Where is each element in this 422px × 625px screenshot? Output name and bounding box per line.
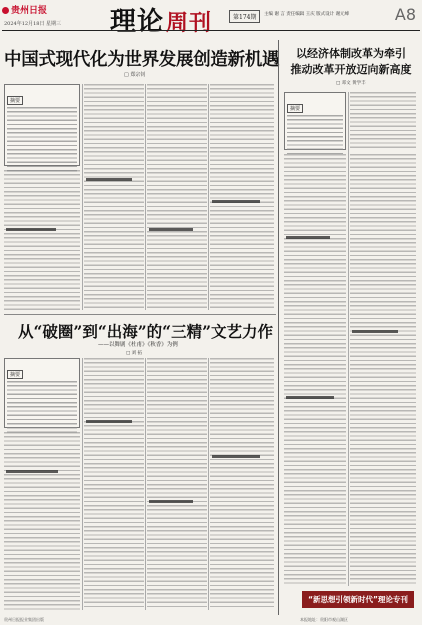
right-subhead-1 [286,236,330,239]
brand-main: 理论 [110,7,165,37]
theory-banner: “新思想引领新时代”理论专刊 [302,591,414,608]
section-divider [4,314,276,315]
footer-left: 贵州日报报业集团出版 [4,617,44,622]
right-abstract-tag: 摘要 [287,104,303,113]
footer-right: 本报地址：贵阳市观山湖区 [300,617,348,622]
divider [82,358,83,610]
divider [145,84,146,310]
logo-mark-icon [2,7,9,14]
main-author: □ 郑宗钊 [124,72,146,78]
newspaper-name: 贵州日报 [11,6,48,16]
right-abstract-text [287,115,343,157]
right-author: □ 邓文 黄学丰 [336,81,366,86]
main-headline: 中国式现代化为世界发展创造新机遇 [4,50,280,70]
right-col-2 [350,154,416,584]
right-col-1 [284,154,346,584]
masthead-rule [2,30,420,31]
date-line: 2024年12月18日 星期三 [4,21,62,27]
second-col-3 [147,358,207,610]
second-subheadline: ——以舞剧《杜甫》《秋香》为例 [98,342,178,348]
right-subhead-2 [286,396,334,399]
main-col-2 [84,84,144,310]
second-subhead-4 [212,455,260,458]
main-subhead-1 [6,228,56,231]
issue-tag: 第174期 [229,10,260,23]
second-author: □ 刘 拓 [126,351,143,356]
divider [82,84,83,310]
second-abstract-box [4,358,80,428]
divider [208,84,209,310]
second-subhead-3 [149,500,193,503]
main-col-1a [4,170,80,310]
main-col-4 [210,84,274,310]
right-col-top [350,92,416,150]
second-headline: 从“破圈”到“出海”的“三精”文艺力作 [18,322,273,341]
right-column-divider [278,40,279,615]
page-number: A8 [394,5,416,24]
editor-credits: 主编 谢 言 责任编辑 王庆 版式设计 谢元峰 [264,12,350,17]
second-col-1 [4,432,80,610]
main-abstract-tag: 摘要 [7,96,23,105]
main-subhead-4 [212,200,260,203]
second-abstract-text [7,381,77,435]
newspaper-logo [2,3,47,16]
right-headline [286,46,416,78]
main-abstract-box [4,84,80,166]
divider [348,92,349,586]
right-headline-line1: 以经济体制改革为牵引 [296,47,406,60]
brand-sub: 周刊 [166,10,213,36]
main-abstract-text [7,107,77,173]
second-subhead-1 [6,470,58,473]
second-subhead-2 [86,420,132,423]
main-subhead-3 [149,228,193,231]
right-subhead-3 [352,330,398,333]
divider [145,358,146,610]
second-col-2 [84,358,144,610]
section-brand [110,1,212,38]
main-subhead-2 [86,178,132,181]
main-col-3 [147,84,207,310]
divider [208,358,209,610]
right-abstract-box [284,92,346,150]
second-col-4 [210,358,274,610]
second-abstract-tag: 摘要 [7,370,23,379]
right-headline-line2: 推动改革开放迈向新高度 [290,63,412,76]
